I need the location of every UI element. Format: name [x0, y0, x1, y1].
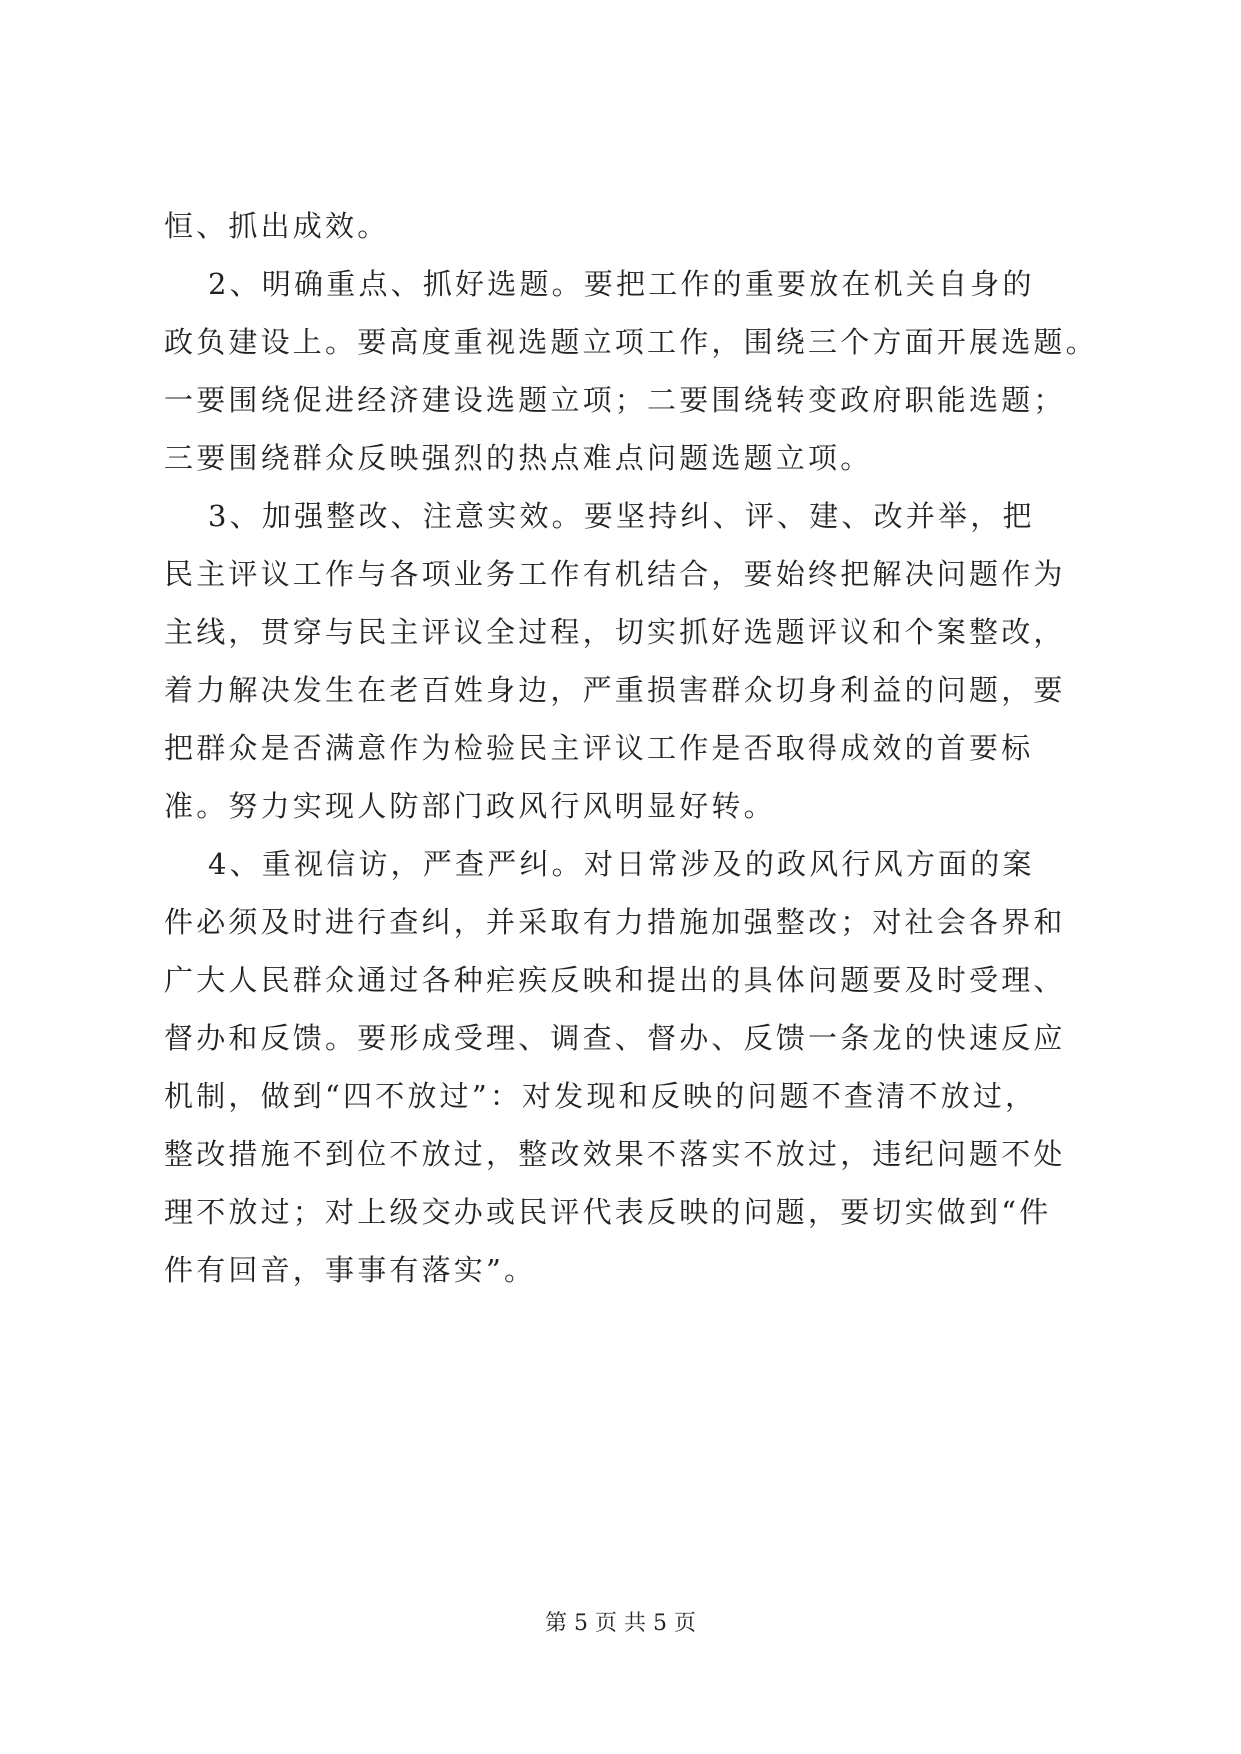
page-number-footer: 第 5 页 共 5 页: [545, 1611, 696, 1636]
text-line: 理不放过；对上级交办或民评代表反映的问题，要切实做到“件: [164, 1195, 1052, 1229]
text-line: 件有回音，事事有落实”。: [164, 1253, 537, 1287]
text-line: 件必须及时进行查纠，并采取有力措施加强整改；对社会各界和: [164, 905, 1066, 939]
text-line: 三要围绕群众反映强烈的热点难点问题选题立项。: [164, 441, 873, 475]
paragraph-3-start: 3、加强整改、注意实效。要坚持纠、评、建、改并举，把: [208, 499, 1035, 533]
text-line: 督办和反馈。要形成受理、调查、督办、反馈一条龙的快速反应: [164, 1021, 1066, 1055]
paragraph-4-start: 4、重视信访，严查严纠。对日常涉及的政风行风方面的案: [208, 847, 1035, 881]
text-line: 把群众是否满意作为检验民主评议工作是否取得成效的首要标: [164, 731, 1034, 765]
text-line: 准。努力实现人防部门政风行风明显好转。: [164, 789, 776, 823]
paragraph-2-start: 2、明确重点、抓好选题。要把工作的重要放在机关自身的: [208, 267, 1035, 301]
text-line: 一要围绕促进经济建设选题立项；二要围绕转变政府职能选题；: [164, 383, 1066, 417]
text-line: 着力解决发生在老百姓身边，严重损害群众切身利益的问题，要: [164, 673, 1066, 707]
text-line: 广大人民群众通过各种疟疾反映和提出的具体问题要及时受理、: [164, 963, 1066, 997]
text-line: 政负建设上。要高度重视选题立项工作，围绕三个方面开展选题。: [164, 325, 1098, 359]
text-line: 主线，贯穿与民主评议全过程，切实抓好选题评议和个案整改，: [164, 615, 1066, 649]
text-line: 机制，做到“四不放过”：对发现和反映的问题不查清不放过，: [164, 1079, 1038, 1113]
text-line: 整改措施不到位不放过，整改效果不落实不放过，违纪问题不处: [164, 1137, 1066, 1171]
text-line: 恒、抓出成效。: [164, 209, 390, 243]
text-line: 民主评议工作与各项业务工作有机结合，要始终把解决问题作为: [164, 557, 1066, 591]
